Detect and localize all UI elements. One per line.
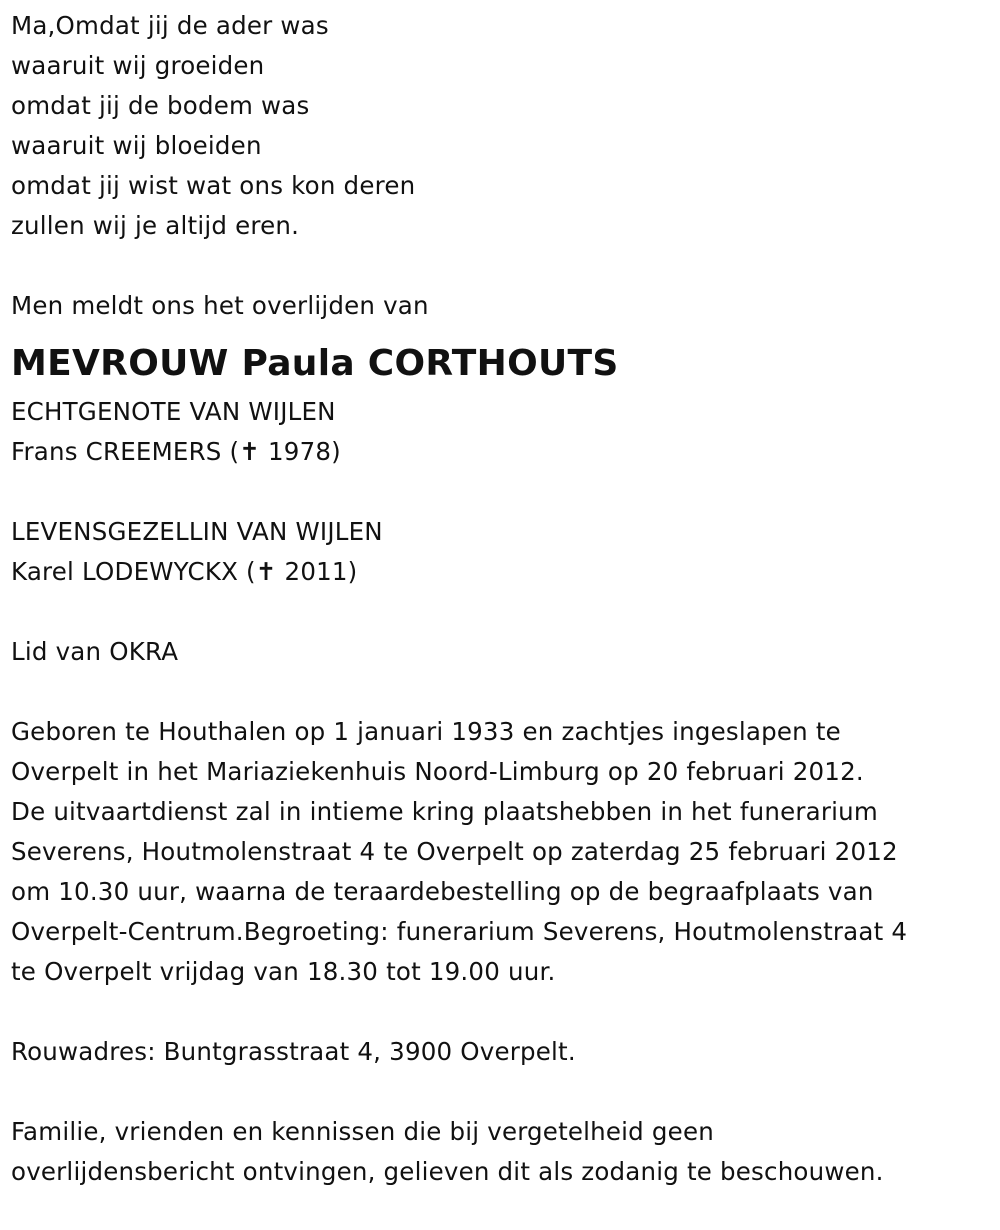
obituary-document [11, 6, 991, 1192]
spacer [11, 472, 991, 512]
announcement-text: Men meldt ons het overlijden van [11, 291, 429, 320]
closing-line: overlijdensbericht ontvingen, gelieven dit als zodanig te beschouwen. [11, 1157, 884, 1186]
poem-line: Ma,Omdat jij de ader was [11, 11, 329, 40]
membership-text: Lid van OKRA [11, 637, 179, 666]
details-line: te Overpelt vrijdag van 18.30 tot 19.00 uur. [11, 957, 556, 986]
poem-line: omdat jij wist wat ons kon deren [11, 171, 416, 200]
details-line: Severens, Houtmolenstraat 4 te Overpelt op zaterdag 25 februari 2012 [11, 837, 898, 866]
details-line: Overpelt-Centrum.Begroeting: funerarium Severens, Houtmolenstraat 4 [11, 917, 908, 946]
spouse-block [11, 392, 991, 472]
deceased-name: MEVROUW Paula CORTHOUTS [11, 343, 619, 384]
partner-name: Karel LODEWYCKX (✝ 2011) [11, 557, 358, 586]
spacer [11, 592, 991, 632]
partner-label: LEVENSGEZELLIN VAN WIJLEN [11, 517, 383, 546]
closing-line: Familie, vrienden en kennissen die bij vergetelheid geen [11, 1117, 714, 1146]
spouse-label: ECHTGENOTE VAN WIJLEN [11, 397, 336, 426]
closing-paragraph [11, 1112, 991, 1192]
poem-line: zullen wij je altijd eren. [11, 211, 300, 240]
details-line: Geboren te Houthalen op 1 januari 1933 en zachtjes ingeslapen te [11, 717, 841, 746]
spacer [11, 672, 991, 712]
spacer [11, 246, 991, 286]
details-paragraph [11, 712, 991, 992]
spacer [11, 992, 991, 1032]
poem-line: waaruit wij groeiden [11, 51, 265, 80]
poem-line: waaruit wij bloeiden [11, 131, 262, 160]
details-line: Overpelt in het Mariaziekenhuis Noord-Limburg op 20 februari 2012. [11, 757, 864, 786]
spouse-name: Frans CREEMERS (✝ 1978) [11, 437, 341, 466]
spacer [11, 1072, 991, 1112]
details-line: De uitvaartdienst zal in intieme kring plaatshebben in het funerarium [11, 797, 878, 826]
poem-line: omdat jij de bodem was [11, 91, 310, 120]
details-line: om 10.30 uur, waarna de teraardebestelling op de begraafplaats van [11, 877, 874, 906]
poem [11, 6, 991, 246]
partner-block [11, 512, 991, 592]
mourning-address: Rouwadres: Buntgrasstraat 4, 3900 Overpelt. [11, 1037, 576, 1066]
